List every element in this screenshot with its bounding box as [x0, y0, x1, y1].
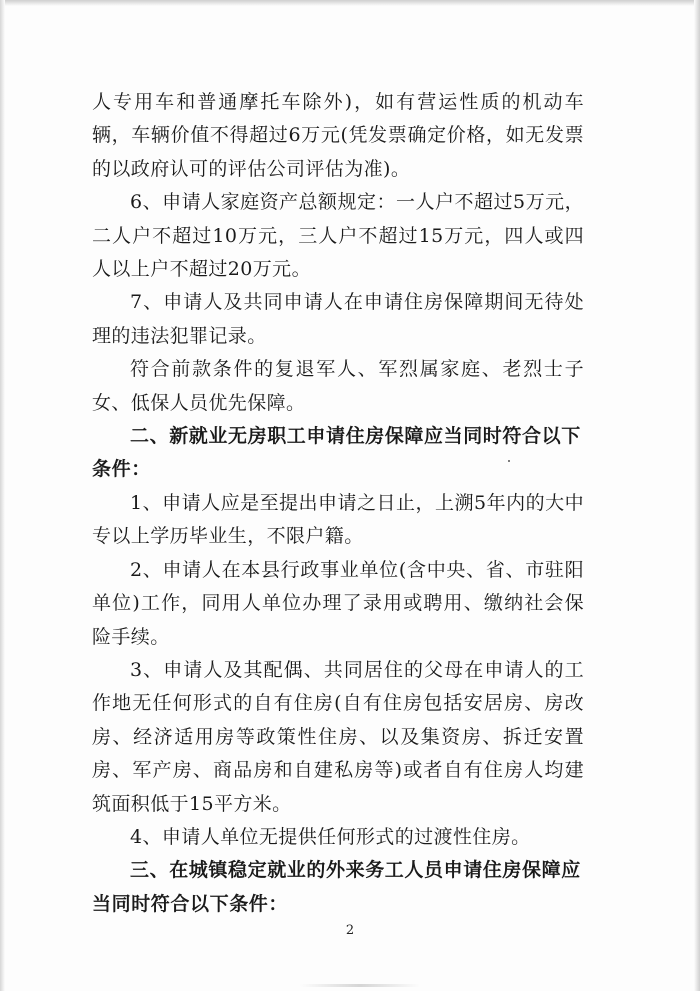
- scan-edge-left: [0, 0, 5, 991]
- scan-edge-right: [694, 0, 700, 991]
- scan-edge-top: [0, 0, 700, 6]
- paragraph-vehicle-continuation: 人专用车和普通摩托车除外)，如有营运性质的机动车辆，车辆价值不得超过6万元(凭发票确定价格，如无发票的以政府认可的评估公司评估为准)。: [92, 91, 584, 180]
- paragraph-section2-item-3: 3、申请人及其配偶、共同居住的父母在申请人的工作地无任何形式的自有住房(自有住房包括安居房、房改房、经济适用房等政策性住房、以及集资房、拆迁安置房、军产房、商品房和自建私房等)或者自有住房人均建筑面积低于15平方米。: [92, 658, 584, 815]
- section-heading-3: 三、在城镇稳定就业的外来务工人员申请住房保障应当同时符合以下条件：: [92, 859, 581, 915]
- scan-bottom-smudge: [300, 984, 420, 987]
- paragraph-item-6-assets: 6、申请人家庭资产总额规定：一人户不超过5万元，二人户不超过10万元，三人户不超过15万元，四人或四人以上户不超过20万元。: [92, 191, 584, 281]
- page-number: 2: [345, 923, 355, 938]
- section-heading-2: 二、新就业无房职工申请住房保障应当同时符合以下条件：: [92, 425, 581, 481]
- paragraph-section2-item-4: 4、申请人单位无提供任何形式的过渡性住房。: [130, 825, 531, 848]
- scan-speck: [508, 460, 510, 462]
- paragraph-section2-item-2: 2、申请人在本县行政事业单位(含中央、省、市驻阳单位)工作，同用人单位办理了录用或聘用、缴纳社会保险手续。: [92, 558, 584, 648]
- paragraph-section2-item-1: 1、申请人应是至提出申请之日止，上溯5年内的大中专以上学历毕业生，不限户籍。: [92, 491, 584, 548]
- document-body: [92, 86, 584, 921]
- paragraph-item-7-criminal-record: 7、申请人及共同申请人在申请住房保障期间无待处理的违法犯罪记录。: [92, 291, 584, 347]
- paragraph-priority-groups: 符合前款条件的复退军人、军烈属家庭、老烈士子女、低保人员优先保障。: [92, 358, 584, 414]
